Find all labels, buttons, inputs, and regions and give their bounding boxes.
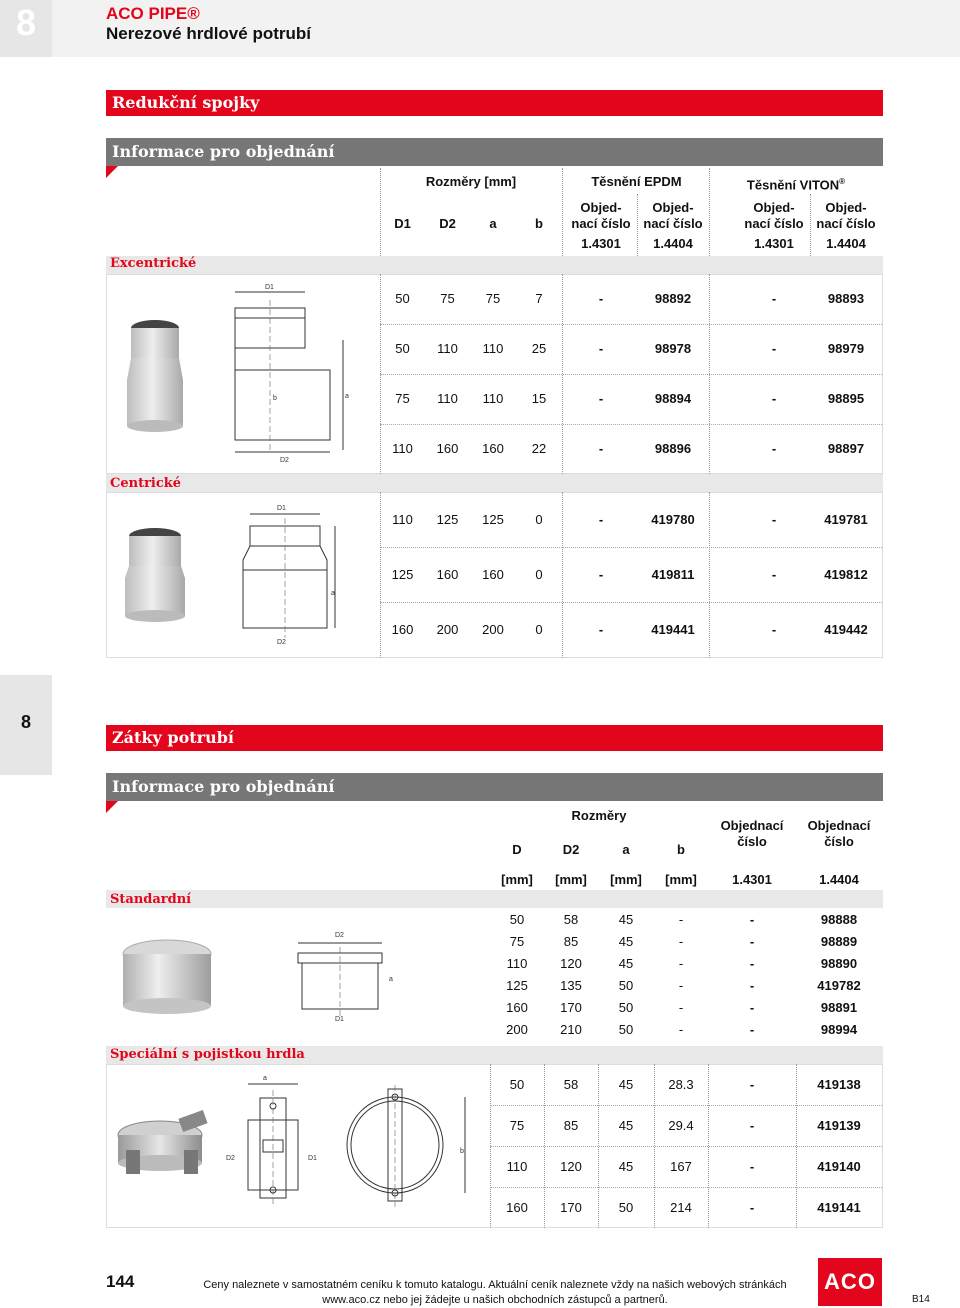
special-label: Speciální s pojistkou hrdla — [110, 1047, 305, 1062]
caps-header-order-2: Objednací číslo — [807, 818, 871, 849]
table-cell: 160 — [436, 566, 459, 582]
table-cell: 98897 — [827, 441, 865, 456]
table-cell: - — [749, 934, 755, 949]
drawing-label-a: a — [345, 393, 349, 400]
centric-label: Centrické — [110, 476, 182, 491]
table-cell: 7 — [535, 291, 543, 306]
table-cell: 75 — [509, 1117, 525, 1133]
table-cell: 98979 — [827, 341, 865, 356]
standard-band — [106, 890, 883, 908]
table-cell: 45 — [618, 934, 634, 949]
caps-material-1: 1.4301 — [732, 872, 772, 887]
table-cell: - — [771, 291, 777, 306]
table-cell: 45 — [618, 1158, 634, 1174]
table-cell: 135 — [560, 978, 582, 993]
table-cell: 45 — [618, 1117, 634, 1133]
table-cell: 125 — [436, 511, 459, 527]
table-cell: 98994 — [820, 1022, 858, 1037]
table-cell: 50 — [395, 341, 410, 356]
table-cell: - — [598, 341, 604, 356]
table-cell: 120 — [560, 956, 582, 971]
table-cell: 160 — [391, 621, 414, 637]
table-cell: 419812 — [824, 566, 868, 582]
special-drawing-label-a: a — [263, 1075, 267, 1082]
table-cell: 110 — [482, 391, 504, 406]
caps-material-2: 1.4404 — [819, 872, 859, 887]
page-subtitle: Nerezové hrdlové potrubí — [106, 24, 311, 43]
centric-drawing-label-a: a — [331, 590, 335, 597]
table-cell: 98889 — [820, 934, 858, 949]
page-number: 144 — [106, 1272, 135, 1291]
header-epdm: Těsnění EPDM — [591, 174, 682, 189]
table-cell: - — [771, 621, 777, 637]
header-viton: Těsnění VITON® — [746, 177, 846, 193]
table-cell: - — [749, 1076, 755, 1092]
standard-cap-drawing — [290, 925, 400, 1025]
header-material-4: 1.4404 — [826, 236, 866, 251]
table-cell: 110 — [506, 956, 528, 971]
table-cell: 210 — [560, 1022, 582, 1037]
footer-line-2: www.aco.cz nebo jej žádejte u našich obchodních zástupců a partnerů. — [322, 1294, 668, 1306]
special-cap-drawing-side — [218, 1070, 328, 1210]
caps-unit-1: [mm] — [501, 872, 533, 887]
centric-reducer-image — [120, 520, 190, 630]
table-cell: - — [771, 441, 777, 456]
caps-header-order-1: Objednací číslo — [720, 818, 784, 849]
caps-unit-2: [mm] — [555, 872, 587, 887]
centric-drawing — [225, 500, 365, 650]
table-cell: 58 — [563, 912, 579, 927]
table-cell: 50 — [618, 1022, 634, 1037]
drawing-label-b: b — [273, 395, 277, 402]
table-cell: - — [771, 566, 777, 582]
special-drawing-label-d2: D2 — [226, 1155, 235, 1162]
table-cell: - — [749, 1158, 755, 1174]
excentric-reducer-image — [120, 300, 190, 440]
table-cell: 200 — [506, 1022, 528, 1037]
table-cell: 50 — [618, 978, 634, 993]
caps-header-a: a — [622, 842, 630, 857]
side-chapter-number: 8 — [20, 712, 31, 732]
table-cell: 110 — [437, 391, 458, 406]
brand-title: ACO PIPE® — [106, 4, 200, 23]
table-cell: 50 — [618, 1199, 634, 1215]
table-cell: 167 — [670, 1158, 692, 1174]
excentric-label: Excentrické — [110, 256, 197, 271]
table-cell: 110 — [392, 441, 413, 456]
drawing-label-d2: D2 — [280, 457, 289, 464]
table-cell: 98896 — [654, 441, 692, 456]
table-cell: - — [749, 912, 755, 927]
table-cell: 98888 — [820, 912, 858, 927]
footer-note — [195, 1278, 795, 1308]
aco-logo: ACO — [818, 1258, 882, 1306]
table-cell: 25 — [531, 341, 547, 356]
table-cell: 45 — [618, 1076, 634, 1092]
table-cell: - — [598, 511, 604, 527]
table-cell: - — [749, 956, 755, 971]
caps-unit-3: [mm] — [610, 872, 642, 887]
table-cell: 75 — [440, 291, 455, 306]
table-cell: - — [678, 934, 684, 949]
excentric-drawing — [225, 280, 365, 470]
caps-unit-4: [mm] — [665, 872, 697, 887]
table-cell: 200 — [482, 621, 504, 637]
section-title-caps: Zátky potrubí — [106, 725, 883, 751]
table-cell: 160 — [506, 1000, 528, 1015]
special-drawing-label-b: b — [460, 1148, 464, 1155]
table-cell: 75 — [509, 934, 525, 949]
table-cell: - — [598, 566, 604, 582]
table-cell: - — [678, 956, 684, 971]
caps-header-b: b — [677, 842, 685, 857]
table-cell: 419140 — [817, 1158, 861, 1174]
cap-drawing-label-d1: D1 — [335, 1016, 344, 1023]
special-drawing-label-d1: D1 — [308, 1155, 317, 1162]
table-cell: 125 — [506, 978, 528, 993]
table-cell: 110 — [437, 341, 458, 356]
table-cell: 419138 — [817, 1076, 861, 1092]
header-dimensions: Rozměry [mm] — [425, 174, 517, 189]
table-cell: 29.4 — [668, 1117, 694, 1133]
header-order-3: Objed- nací číslo — [744, 200, 804, 231]
table-cell: - — [749, 1117, 755, 1133]
table-cell: 160 — [436, 441, 459, 456]
table-cell: 419780 — [651, 511, 695, 527]
table-cell: - — [678, 1000, 684, 1015]
table-cell: 160 — [482, 441, 504, 456]
centric-band — [106, 474, 883, 492]
footer-code: B14 — [912, 1294, 930, 1305]
table-cell: 15 — [531, 391, 547, 406]
cap-drawing-label-d2: D2 — [335, 932, 344, 939]
table-cell: 75 — [485, 291, 501, 306]
table-cell: - — [749, 978, 755, 993]
table-cell: 58 — [563, 1076, 579, 1092]
table-cell: 0 — [535, 511, 543, 527]
table-cell: 45 — [618, 956, 634, 971]
centric-drawing-label-d1: D1 — [277, 505, 286, 512]
table-cell: - — [598, 391, 604, 406]
table-cell: - — [771, 341, 777, 356]
header-d2: D2 — [439, 216, 456, 231]
table-cell: 419811 — [651, 566, 695, 582]
table-cell: - — [678, 912, 684, 927]
table-cell: 0 — [535, 566, 543, 582]
caps-header-dimensions: Rozměry — [571, 808, 627, 823]
section-title-reducers: Redukční spojky — [106, 90, 883, 116]
order-info-bar: Informace pro objednání — [106, 138, 883, 166]
cap-drawing-label-a: a — [389, 976, 393, 983]
table-cell: 75 — [395, 391, 410, 406]
drawing-label-d1: D1 — [265, 284, 274, 291]
caps-header-d2: D2 — [562, 842, 580, 857]
table-cell: 200 — [436, 621, 459, 637]
footer-line-1: Ceny naleznete v samostatném ceníku k tomuto katalogu. Aktuální ceník naleznete vždy na našich webových stránkách — [203, 1279, 787, 1291]
header-material-1: 1.4301 — [581, 236, 621, 251]
table-cell: 50 — [618, 1000, 634, 1015]
header-material-3: 1.4301 — [754, 236, 794, 251]
header-order-4: Objed- nací číslo — [816, 200, 876, 231]
table-cell: 110 — [506, 1158, 528, 1174]
table-cell: 170 — [560, 1199, 582, 1215]
table-cell: 110 — [392, 511, 413, 527]
table-cell: 98895 — [827, 391, 865, 406]
table-cell: 419139 — [817, 1117, 861, 1133]
table-cell: - — [749, 1199, 755, 1215]
special-cap-image — [110, 1100, 215, 1190]
table-cell: 50 — [509, 1076, 525, 1092]
corner-mark — [106, 166, 118, 178]
header-order-1: Objed- nací číslo — [571, 200, 631, 231]
table-cell: - — [771, 391, 777, 406]
corner-mark-2 — [106, 801, 118, 813]
table-cell: 50 — [509, 912, 525, 927]
table-cell: 98894 — [654, 391, 692, 406]
table-cell: - — [678, 978, 684, 993]
table-cell: 85 — [563, 934, 579, 949]
header-material-2: 1.4404 — [653, 236, 693, 251]
table-cell: 214 — [670, 1199, 692, 1215]
table-cell: - — [598, 441, 604, 456]
table-cell: 98978 — [654, 341, 692, 356]
header-order-2: Objed- nací číslo — [643, 200, 703, 231]
table-cell: 419442 — [824, 621, 868, 637]
table-cell: 419441 — [651, 621, 695, 637]
excentric-band — [106, 256, 883, 274]
table-cell: 85 — [563, 1117, 579, 1133]
table-cell: 98891 — [820, 1000, 858, 1015]
table-cell: 45 — [618, 912, 634, 927]
table-cell: - — [771, 511, 777, 527]
special-cap-drawing-front — [340, 1075, 480, 1215]
caps-header-d: D — [512, 842, 522, 857]
table-cell: 0 — [535, 621, 543, 637]
table-cell: - — [678, 1022, 684, 1037]
order-info-bar-2: Informace pro objednání — [106, 773, 883, 801]
table-cell: - — [598, 291, 604, 306]
table-cell: 160 — [482, 566, 504, 582]
table-cell: - — [749, 1022, 755, 1037]
table-cell: 98892 — [654, 291, 692, 306]
centric-drawing-label-d2: D2 — [277, 639, 286, 646]
table-cell: 28.3 — [668, 1076, 694, 1092]
header-d1: D1 — [394, 216, 411, 231]
table-cell: 170 — [560, 1000, 582, 1015]
table-cell: 50 — [395, 291, 410, 306]
table-cell: 110 — [482, 341, 504, 356]
chapter-number: 8 — [15, 2, 37, 43]
table-cell: - — [749, 1000, 755, 1015]
standard-cap-image — [112, 934, 222, 1024]
table-cell: 22 — [531, 441, 547, 456]
table-cell: 419782 — [817, 978, 861, 993]
table-cell: 98890 — [820, 956, 858, 971]
table-cell: 125 — [482, 511, 504, 527]
table-cell: 419781 — [824, 511, 868, 527]
table-cell: 125 — [391, 566, 414, 582]
table-cell: 160 — [506, 1199, 528, 1215]
table-cell: 98893 — [827, 291, 865, 306]
standard-label: Standardní — [110, 892, 192, 907]
table-cell: 120 — [560, 1158, 582, 1174]
table-cell: 419141 — [817, 1199, 861, 1215]
header-b: b — [535, 216, 543, 231]
table-cell: - — [598, 621, 604, 637]
header-a: a — [489, 216, 497, 231]
